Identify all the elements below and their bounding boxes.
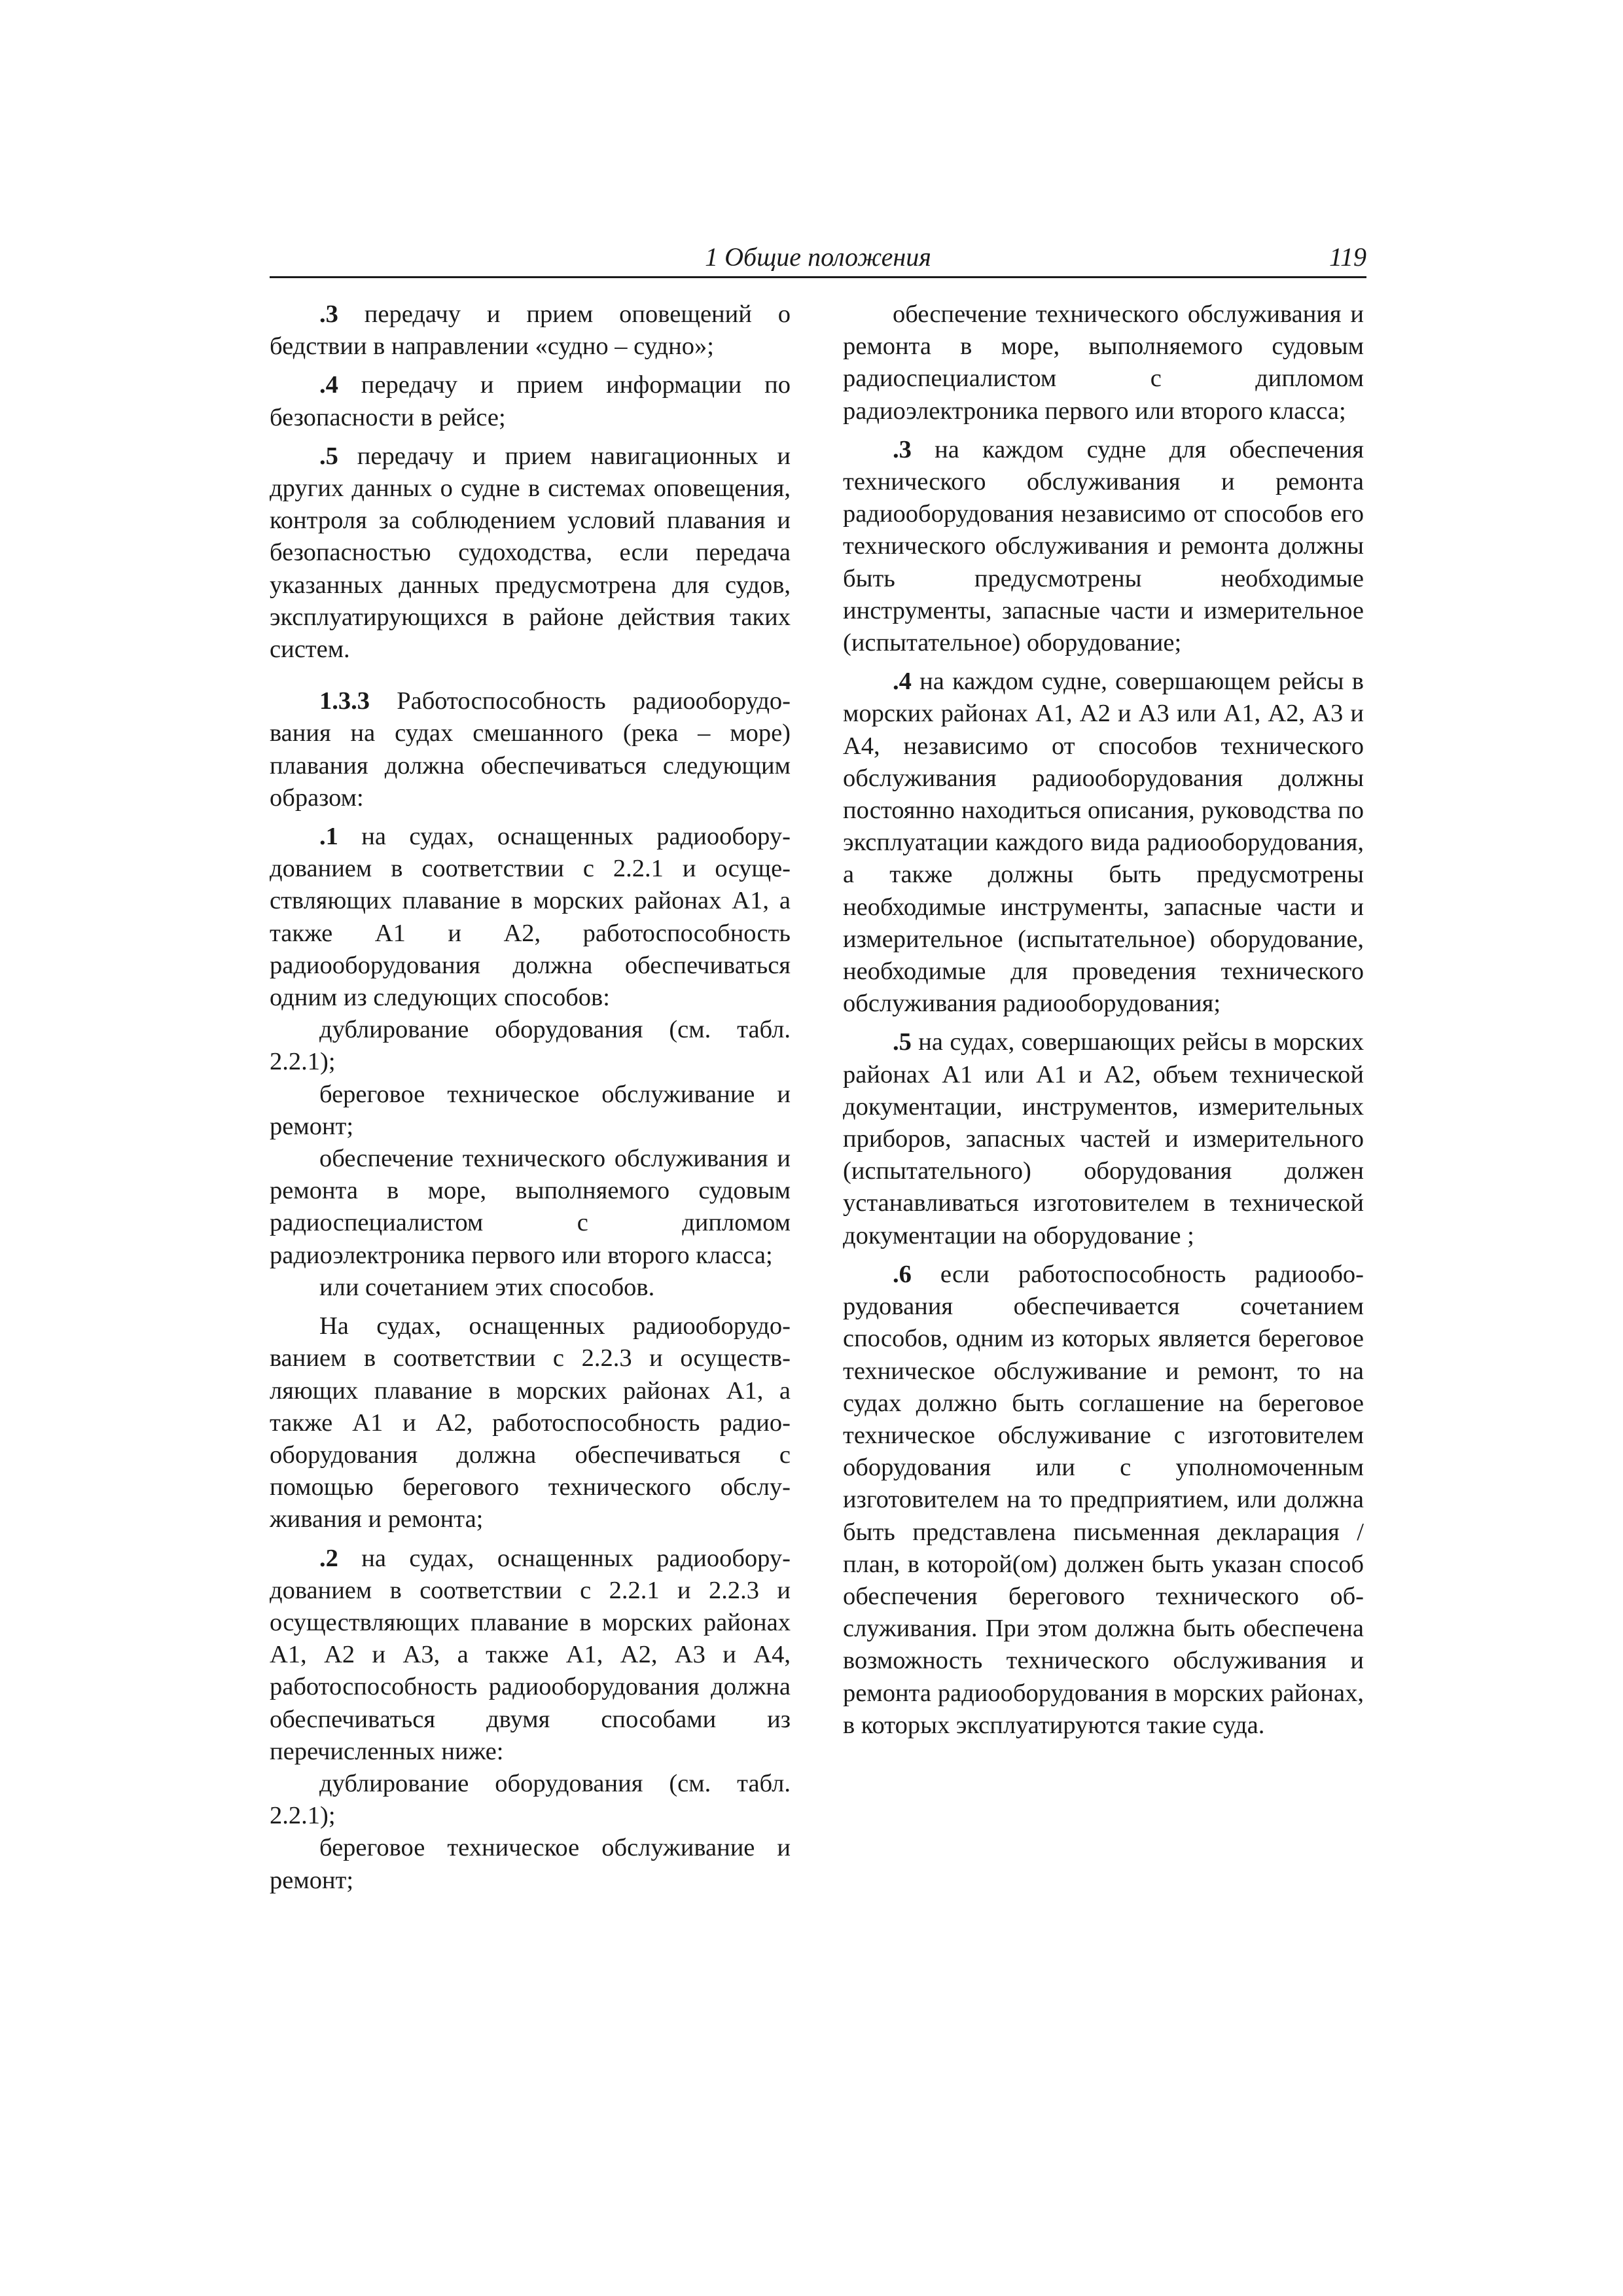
paragraph-text: Работоспособность радиооборудования на судах смешанного (река – море) плавания должна обеспечиваться следующим образом: (270, 687, 791, 812)
paragraph-text: дублирование оборудования (см. табл. 2.2.1); (270, 1016, 791, 1076)
right-column (843, 298, 1364, 1742)
list-item (270, 1272, 791, 1304)
paragraph (270, 298, 791, 363)
left-column (270, 298, 791, 1897)
item-number: .5 (319, 442, 338, 470)
paragraph (270, 369, 791, 433)
running-header (270, 242, 1366, 278)
paragraph-text: дублирование оборудования (см. табл. 2.2.1); (270, 1769, 791, 1830)
paragraph-text: на судах, оснащенных радиооборудованием в соответствии с 2.2.1 и осуществляющих плавание в морских районах А1, а также А1 и А2, работоспособность радиооборудования должна обеспечиваться одним из следующих способов: (270, 823, 791, 1012)
paragraph (843, 1026, 1364, 1251)
list-item (270, 1832, 791, 1896)
item-number: .2 (319, 1544, 338, 1572)
paragraph-text: или сочетанием этих способов. (319, 1273, 655, 1301)
list-item (270, 1143, 791, 1272)
paragraph-text: береговое техническое обслуживание и ремонт; (270, 1080, 791, 1140)
paragraph-text: передачу и прием оповещений о бедствии в направлении «судно – судно»; (270, 300, 791, 361)
page-number: 119 (1329, 242, 1366, 272)
paragraph (270, 440, 791, 666)
list-item (270, 1079, 791, 1143)
paragraph-text: береговое техническое обслуживание и ремонт; (270, 1834, 791, 1894)
paragraph-text: передачу и прием навигационных и других данных о судне в системах оповещения, контроля за соблюдением условий плавания и безопасностью судоходства, если передача указанных данных предусмотрена для судов, эксплуатирующихся в районе действия таких систем. (270, 442, 791, 664)
item-number: .3 (893, 435, 912, 463)
paragraph-text: на каждом судне, совершающем рейсы в морских районах А1, А2 и А3 или А1, А2, А3 и А4, независимо от способов технического обслуживания радиооборудования должны постоянно находиться описания, руководства по эксплуатации каждого вида радиооборудования, а также должны быть предусмотрены необходимые инструменты, запасные части и измерительное (испытательное) оборудование, необходимые для проведения технического обслуживания радиооборудования; (843, 668, 1364, 1018)
item-number: .4 (319, 371, 338, 399)
item-number: .3 (319, 300, 338, 328)
paragraph-text: если работоспособность радиооборудования обеспечивается сочетанием способов, одним из которых является береговое техническое обслуживание и ремонт, то на судах должно быть соглашение на береговое техническое обслуживание с изготовителем оборудования или с уполномоченным изготовителем на то предприятием, или должна быть представлена письменная декларация / план, в которой(ом) должен быть указан способ обеспечения берегового технического обслуживания. При этом должна быть обеспечена возможность технического обслуживания и ремонта радиооборудования в морских районах, в которых эксплуатируются такие суда. (843, 1260, 1364, 1739)
paragraph (270, 1310, 791, 1535)
item-number: .1 (319, 823, 338, 851)
paragraph (843, 434, 1364, 659)
item-number: .4 (893, 668, 912, 696)
list-item (843, 298, 1364, 427)
section-paragraph (270, 685, 791, 814)
list-item (270, 1768, 791, 1832)
item-number: .6 (893, 1260, 912, 1288)
paragraph (843, 666, 1364, 1020)
item-number: .5 (893, 1028, 912, 1056)
paragraph-text: На судах, оснащенных радиооборудованием в соответствии с 2.2.3 и осуществляющих плавание в морских районах А1, а также А1 и А2, работоспособность радиооборудования должна обеспечиваться с помощью берегового технического обслуживания и ремонта; (270, 1312, 791, 1534)
section-number: 1.3.3 (319, 687, 370, 715)
paragraph (270, 821, 791, 1014)
paragraph-text: на судах, совершающих рейсы в морских районах А1 или А1 и А2, объем технической документации, инструментов, измерительных приборов, запасных частей и измерительного (испытательного) оборудования должен устанавливаться изготовителем в технической документации на оборудование ; (843, 1028, 1364, 1249)
paragraph-text: на судах, оснащенных радиооборудованием в соответствии с 2.2.1 и 2.2.3 и осуществляющих плавание в морских районах А1, А2 и А3, а также А1, А2, А3 и А4, работоспособность радиооборудования должна обеспечиваться двумя способами из перечисленных ниже: (270, 1544, 791, 1765)
paragraph-text: обеспечение технического обслуживания и ремонта в море, выполняемого судовым радиоспециалистом с дипломом радиоэлектроника первого или второго класса; (843, 300, 1364, 425)
paragraph-text: на каждом судне для обеспечения технического обслуживания и ремонта радиооборудования независимо от способов его технического обслуживания и ремонта должны быть предусмотрены необходимые инструменты, запасные части и измерительное (испытательное) оборудование; (843, 435, 1364, 657)
section-title: 1 Общие положения (705, 242, 931, 272)
paragraph (843, 1259, 1364, 1742)
list-item (270, 1014, 791, 1078)
paragraph-text: обеспечение технического обслуживания и ремонта в море, выполняемого судовым радиоспециалистом с дипломом радиоэлектроника первого или второго класса; (270, 1145, 791, 1269)
paragraph (270, 1543, 791, 1768)
paragraph-text: передачу и прием информации по безопасности в рейсе; (270, 371, 791, 431)
